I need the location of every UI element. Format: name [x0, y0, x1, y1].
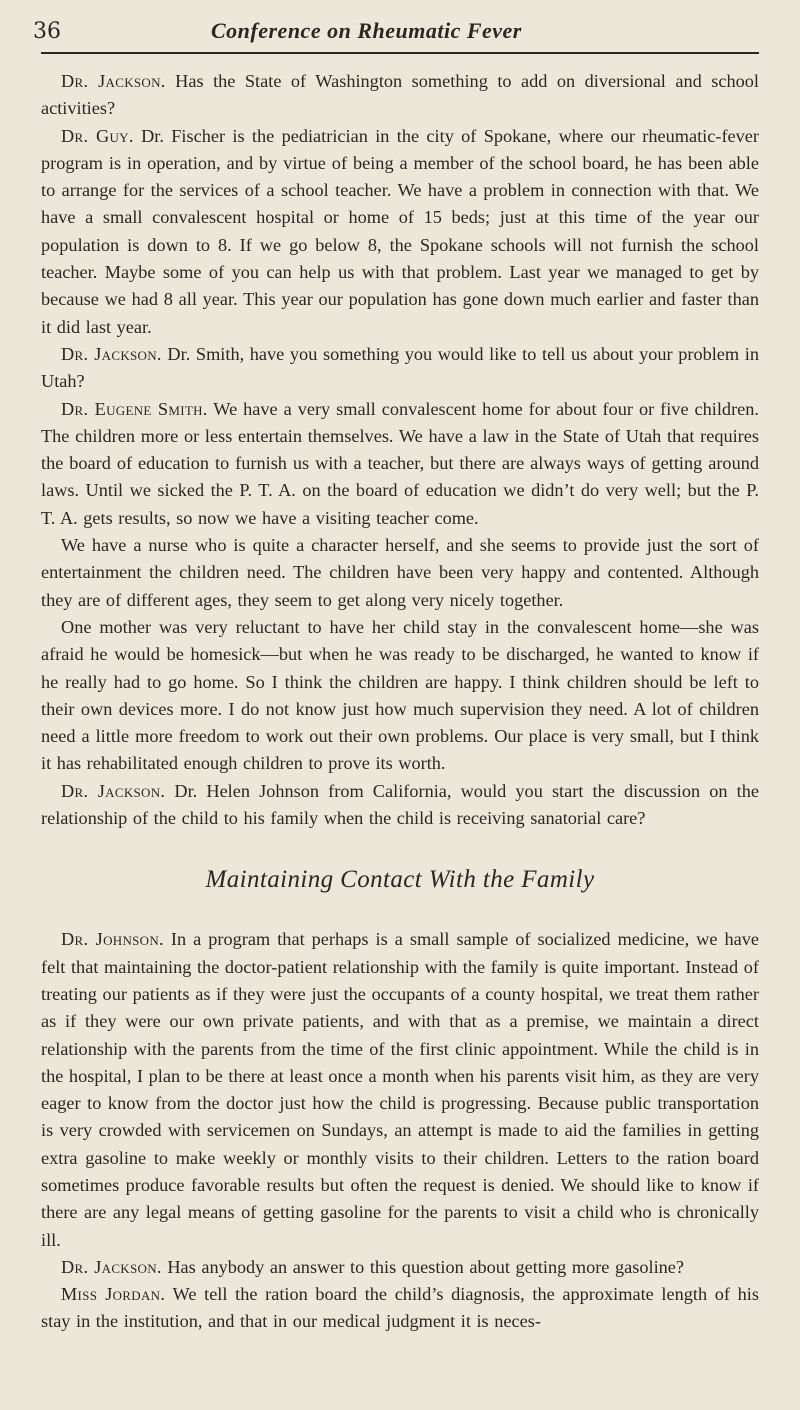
speaker-name: Dr. Jackson.	[61, 1256, 162, 1277]
speaker-name: Dr. Jackson.	[61, 343, 162, 364]
speaker-name: Dr. Johnson.	[61, 929, 164, 950]
page-header	[33, 18, 759, 54]
paragraph-text: Dr. Fischer is the pediatrician in the city of Spokane, where our rheumatic-fever program is in operation, and by virtue of being a member of the school board, he has been able to arrange for the services of a school teacher. We have a problem in connection with that. We have a small convalescent hospital or home of 15 beds; just at this time of the year our population is down to 8. If we go below 8, the Spokane schools will not furnish the school teacher. Maybe some of you can help us with that problem. Last year we managed to get by because we had 8 all year. This year our population has gone down much earlier and faster than it did last year.	[41, 125, 759, 337]
paragraph-text: Dr. Helen Johnson from California, would you start the discussion on the relationship of the child to his family when the child is receiving sanatorial care?	[41, 780, 759, 829]
speaker-name: Dr. Jackson.	[61, 71, 166, 91]
paragraph	[41, 68, 759, 123]
paragraph-text: Has the State of Washington something to add on diversional and school activities?	[41, 71, 759, 119]
paragraph	[41, 396, 759, 532]
body-text-part2	[41, 926, 759, 1335]
paragraph	[41, 926, 759, 1254]
paragraph-text: One mother was very reluctant to have her child stay in the convalescent home—she was afraid he would be homesick—but when he was ready to be discharged, he wanted to know if he really had to go home. So I think the children are happy. I think children should be left to their own devices more. I do not know just how much supervision they need. A lot of children need a little more freedom to work out their own problems. Our place is very small, but I think it has rehabilitated enough children to prove its worth.	[41, 616, 759, 774]
paragraph	[41, 123, 759, 341]
paragraph-text: We have a very small convalescent home for about four or five children. The children more or less entertain themselves. We have a law in the State of Utah that requires the board of education to furnish us with a teacher, but there are always ways of getting around laws. Until we sicked the P. T. A. on the board of education we didn’t do very well; but the P. T. A. gets results, so now we have a visiting teacher come.	[41, 398, 759, 528]
speaker-name: Dr. Guy.	[61, 125, 134, 146]
paragraph-text: In a program that perhaps is a small sample of socialized medicine, we have felt that maintaining the doctor-patient relationship with the family is quite important. Instead of treating our patients as if they were just the occupants of a county hospital, we treat them rather as if they were our own private patients, and with that as a premise, we maintain a direct relationship with the parents from the time of the first clinic appointment. While the child is in the hospital, I plan to be there at least once a month when his parents visit him, as they are very eager to know from the doctor just how the child is progressing. Because public transportation is very crowded with servicemen on Sundays, an attempt is made to aid the families in getting extra gasoline to make weekly or monthly visits to their children. Letters to the ration board sometimes produce favorable results but often the request is denied. We should like to know if there are any legal means of getting gasoline for the parents to visit a child who is chronically ill.	[41, 929, 759, 1250]
paragraph	[41, 778, 759, 833]
paragraph-text: Has anybody an answer to this question about getting more gasoline?	[161, 1256, 685, 1277]
running-title: Conference on Rheumatic Fever	[211, 18, 522, 43]
paragraph-text: We tell the ration board the child’s diagnosis, the approximate length of his stay in the institution, and that in our medical judgment it is neces-	[41, 1284, 759, 1332]
body-text-part1	[41, 68, 759, 832]
speaker-name: Miss Jordan.	[61, 1284, 166, 1305]
speaker-name: Dr. Jackson.	[61, 780, 166, 801]
section-heading: Maintaining Contact With the Family	[205, 866, 595, 894]
paragraph	[41, 532, 759, 614]
page-number: 36	[33, 19, 61, 44]
paragraph-text: We have a nurse who is quite a character herself, and she seems to provide just the sort of entertainment the children need. The children have been very happy and contented. Although they are of different ages, they seem to get along very nicely together.	[41, 535, 759, 610]
paragraph	[41, 1281, 759, 1336]
paragraph-text: Dr. Smith, have you something you would like to tell us about your problem in Utah?	[41, 343, 759, 392]
paragraph	[41, 614, 759, 778]
paragraph	[41, 1254, 759, 1281]
paragraph	[41, 341, 759, 396]
speaker-name: Dr. Eugene Smith.	[61, 398, 208, 419]
